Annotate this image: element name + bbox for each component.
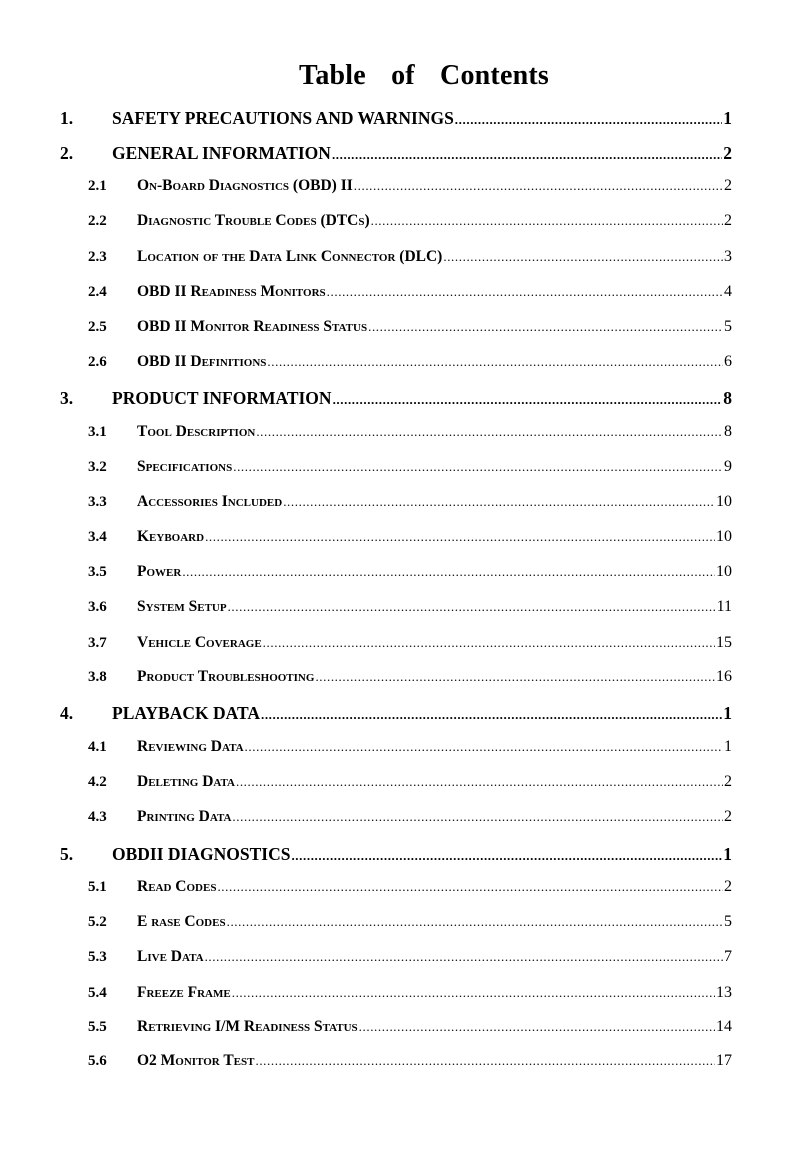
toc-entry-page: 2 (723, 143, 732, 163)
toc-subsection-entry[interactable] (88, 634, 732, 652)
toc-subsection-entry[interactable] (88, 668, 732, 686)
toc-dot-leader (455, 112, 722, 128)
toc-entry-page: 1 (723, 108, 732, 128)
toc-dot-leader (354, 178, 723, 194)
toc-entry-page: 5 (724, 318, 732, 335)
toc-subsection-entry[interactable] (88, 493, 732, 511)
toc-entry-page: 3 (724, 248, 732, 265)
toc-dot-leader (182, 564, 715, 580)
toc-entry-page: 13 (716, 984, 732, 1001)
toc-entry-number: 4.2 (88, 774, 107, 790)
toc-entry-label: Vehicle Coverage (137, 634, 262, 651)
toc-entry-label: E rase Codes (137, 913, 226, 930)
toc-entry-page: 11 (716, 598, 732, 615)
toc-entry-number: 3.6 (88, 599, 107, 615)
toc-entry-label: Diagnostic Trouble Codes (DTCs) (137, 212, 370, 229)
toc-subsection-entry[interactable] (88, 598, 732, 616)
toc-entry-number: 2.1 (88, 178, 107, 194)
toc-section-entry[interactable] (60, 844, 732, 865)
toc-entry-page: 6 (724, 353, 732, 370)
toc-subsection-entry[interactable] (88, 458, 732, 476)
toc-dot-leader (368, 319, 723, 335)
toc-dot-leader (232, 985, 715, 1001)
toc-entry-label: O2 Monitor Test (137, 1052, 255, 1069)
toc-section-entry[interactable] (60, 143, 732, 164)
toc-entry-number: 4.1 (88, 739, 107, 755)
toc-dot-leader (205, 949, 723, 965)
toc-dot-leader (263, 635, 715, 651)
toc-dot-leader (333, 392, 723, 408)
toc-entry-number: 3.1 (88, 424, 107, 440)
toc-dot-leader (261, 707, 722, 723)
toc-entry-label: Reviewing Data (137, 738, 244, 755)
toc-subsection-entry[interactable] (88, 212, 732, 230)
toc-subsection-entry[interactable] (88, 177, 732, 195)
toc-entry-label: Tool Description (137, 423, 256, 440)
toc-entry-number: 4. (60, 703, 74, 723)
toc-entry-number: 5. (60, 844, 74, 864)
toc-entry-page: 8 (724, 423, 732, 440)
toc-entry-label: Freeze Frame (137, 984, 231, 1001)
toc-entry-label: SAFETY PRECAUTIONS AND WARNINGS (112, 108, 454, 128)
toc-entry-page: 2 (724, 808, 732, 825)
toc-entry-page: 7 (724, 948, 732, 965)
toc-entry-label: PRODUCT INFORMATION (112, 388, 332, 408)
toc-section-entry[interactable] (60, 703, 732, 724)
toc-entry-label: System Setup (137, 598, 227, 615)
toc-subsection-entry[interactable] (88, 984, 732, 1002)
toc-entry-page: 15 (716, 634, 732, 651)
toc-entry-label: Specifications (137, 458, 233, 475)
toc-entry-label: Live Data (137, 948, 204, 965)
toc-entry-page: 9 (724, 458, 732, 475)
toc-dot-leader (233, 459, 723, 475)
toc-dot-leader (205, 529, 715, 545)
toc-section-entry[interactable] (60, 108, 732, 129)
toc-entry-label: GENERAL INFORMATION (112, 143, 331, 163)
toc-entry-number: 5.5 (88, 1019, 107, 1035)
toc-subsection-entry[interactable] (88, 248, 732, 266)
toc-dot-leader (228, 599, 716, 615)
toc-subsection-entry[interactable] (88, 353, 732, 371)
toc-entry-label: On-Board Diagnostics (OBD) II (137, 177, 353, 194)
toc-dot-leader (236, 774, 723, 790)
toc-dot-leader (255, 1053, 715, 1069)
toc-entry-number: 3.5 (88, 564, 107, 580)
toc-entry-label: Location of the Data Link Connector (DLC) (137, 248, 443, 265)
toc-dot-leader (217, 879, 723, 895)
toc-entry-label: Keyboard (137, 528, 205, 545)
toc-entry-number: 3.8 (88, 669, 107, 685)
toc-dot-leader (443, 249, 723, 265)
toc-entry-number: 5.3 (88, 949, 107, 965)
toc-entry-page: 16 (716, 668, 732, 685)
toc-entry-page: 14 (716, 1018, 732, 1035)
toc-dot-leader (232, 809, 723, 825)
toc-entry-number: 2.2 (88, 213, 107, 229)
toc-entry-page: 2 (724, 878, 732, 895)
toc-entry-number: 2. (60, 143, 74, 163)
toc-entry-number: 1. (60, 108, 74, 128)
toc-dot-leader (371, 213, 723, 229)
toc-entry-page: 10 (716, 493, 732, 510)
toc-entry-label: OBD II Monitor Readiness Status (137, 318, 368, 335)
toc-subsection-entry[interactable] (88, 913, 732, 931)
toc-entry-number: 3.7 (88, 635, 107, 651)
toc-subsection-entry[interactable] (88, 738, 732, 756)
toc-subsection-entry[interactable] (88, 528, 732, 546)
toc-entry-number: 3.2 (88, 459, 107, 475)
toc-entry-label: Printing Data (137, 808, 232, 825)
toc-dot-leader (359, 1019, 715, 1035)
toc-subsection-entry[interactable] (88, 283, 732, 301)
toc-entry-page: 4 (724, 283, 732, 300)
toc-subsection-entry[interactable] (88, 563, 732, 581)
toc-subsection-entry[interactable] (88, 948, 732, 966)
toc-entry-label: OBDII DIAGNOSTICS (112, 844, 291, 864)
toc-entry-page: 10 (716, 563, 732, 580)
toc-subsection-entry[interactable] (88, 808, 732, 826)
toc-section-entry[interactable] (60, 388, 732, 409)
toc-subsection-entry[interactable] (88, 1052, 732, 1070)
toc-entry-page: 17 (716, 1052, 732, 1069)
toc-entry-page: 1 (724, 738, 732, 755)
toc-entry-number: 2.4 (88, 284, 107, 300)
toc-dot-leader (256, 424, 723, 440)
toc-dot-leader (327, 284, 723, 300)
toc-subsection-entry[interactable] (88, 318, 732, 336)
toc-entry-label: Accessories Included (137, 493, 283, 510)
toc-entry-page: 8 (723, 388, 732, 408)
toc-dot-leader (267, 354, 723, 370)
toc-entry-label: Read Codes (137, 878, 217, 895)
toc-entry-number: 5.4 (88, 985, 107, 1001)
toc-dot-leader (291, 848, 722, 864)
toc-entry-page: 1 (723, 844, 732, 864)
toc-entry-page: 10 (716, 528, 732, 545)
toc-entry-label: OBD II Readiness Monitors (137, 283, 326, 300)
toc-dot-leader (227, 914, 723, 930)
toc-subsection-entry[interactable] (88, 423, 732, 441)
toc-entry-number: 2.6 (88, 354, 107, 370)
toc-entry-number: 3.4 (88, 529, 107, 545)
toc-entry-number: 5.1 (88, 879, 107, 895)
toc-entry-label: PLAYBACK DATA (112, 703, 260, 723)
toc-entry-number: 5.2 (88, 914, 107, 930)
toc-entry-number: 4.3 (88, 809, 107, 825)
toc-entry-label: Product Troubleshooting (137, 668, 315, 685)
toc-dot-leader (245, 739, 723, 755)
toc-entry-number: 2.5 (88, 319, 107, 335)
toc-entry-number: 5.6 (88, 1053, 107, 1069)
toc-entry-label: Power (137, 563, 182, 580)
toc-dot-leader (283, 494, 715, 510)
toc-entry-label: Retrieving I/M Readiness Status (137, 1018, 358, 1035)
page-title: Table of Contents (299, 60, 549, 91)
toc-entry-page: 5 (724, 913, 732, 930)
toc-entry-page: 1 (723, 703, 732, 723)
toc-entry-label: Deleting Data (137, 773, 235, 790)
toc-entry-page: 2 (724, 212, 732, 229)
toc-dot-leader (332, 147, 722, 163)
toc-subsection-entry[interactable] (88, 878, 732, 896)
toc-subsection-entry[interactable] (88, 1018, 732, 1036)
toc-entry-number: 3. (60, 388, 74, 408)
toc-entry-label: OBD II Definitions (137, 353, 267, 370)
toc-entry-number: 2.3 (88, 249, 107, 265)
toc-entry-page: 2 (724, 177, 732, 194)
toc-subsection-entry[interactable] (88, 773, 732, 791)
toc-entry-number: 3.3 (88, 494, 107, 510)
toc-entry-page: 2 (724, 773, 732, 790)
toc-dot-leader (315, 669, 715, 685)
